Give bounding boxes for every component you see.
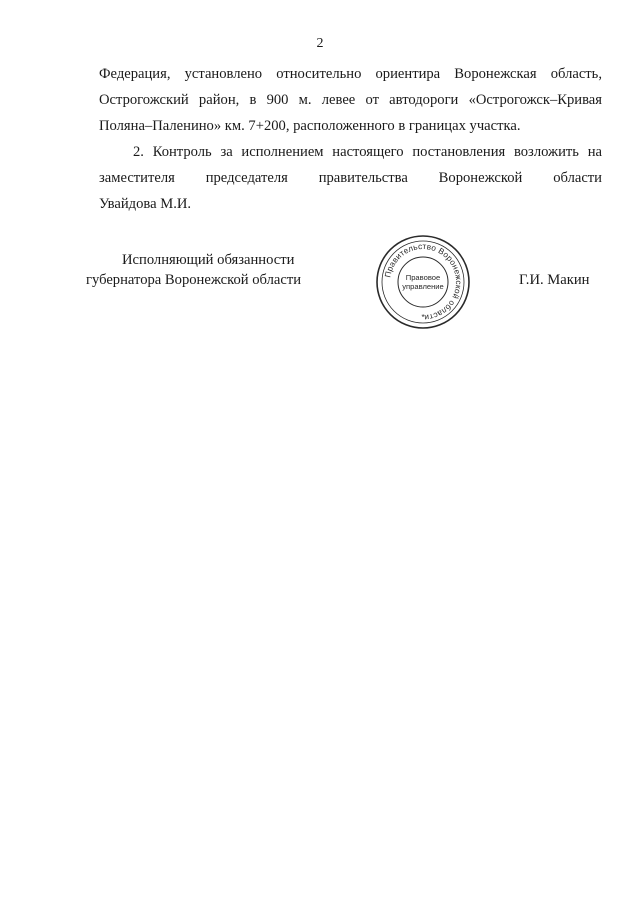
- signatory-title-line2: губернатора Воронежской области: [86, 272, 302, 288]
- signatory-name: Г.И. Макин: [519, 272, 590, 288]
- paragraph-line: Острогожский район, в 900 м. левее от автодороги «Острогожск–Кривая: [99, 92, 602, 108]
- paragraph-line: Федерация, установлено относительно ориентира Воронежская область,: [99, 66, 602, 82]
- signatory-title: [86, 250, 346, 290]
- official-stamp: [375, 234, 471, 330]
- page-number: 2: [316, 36, 324, 51]
- stamp-center-line1: Правовое: [405, 273, 441, 282]
- paragraph-line: Увайдова М.И.: [99, 196, 192, 212]
- paragraph-line: Поляна–Паленино» км. 7+200, расположенного в границах участка.: [99, 118, 521, 134]
- paragraph-control: [99, 139, 602, 217]
- signatory-title-line1: Исполняющий обязанности: [122, 252, 295, 268]
- stamp-ring-text: Правительство Воронежской области: [383, 241, 464, 323]
- stamp-center-line2: управление: [402, 282, 444, 291]
- paragraph-line: заместителя председателя правительства Воронежской области: [99, 170, 602, 186]
- paragraph-location: [99, 61, 602, 139]
- paragraph-line: 2. Контроль за исполнением настоящего постановления возложить на: [133, 144, 602, 160]
- stamp-star: *: [421, 313, 425, 322]
